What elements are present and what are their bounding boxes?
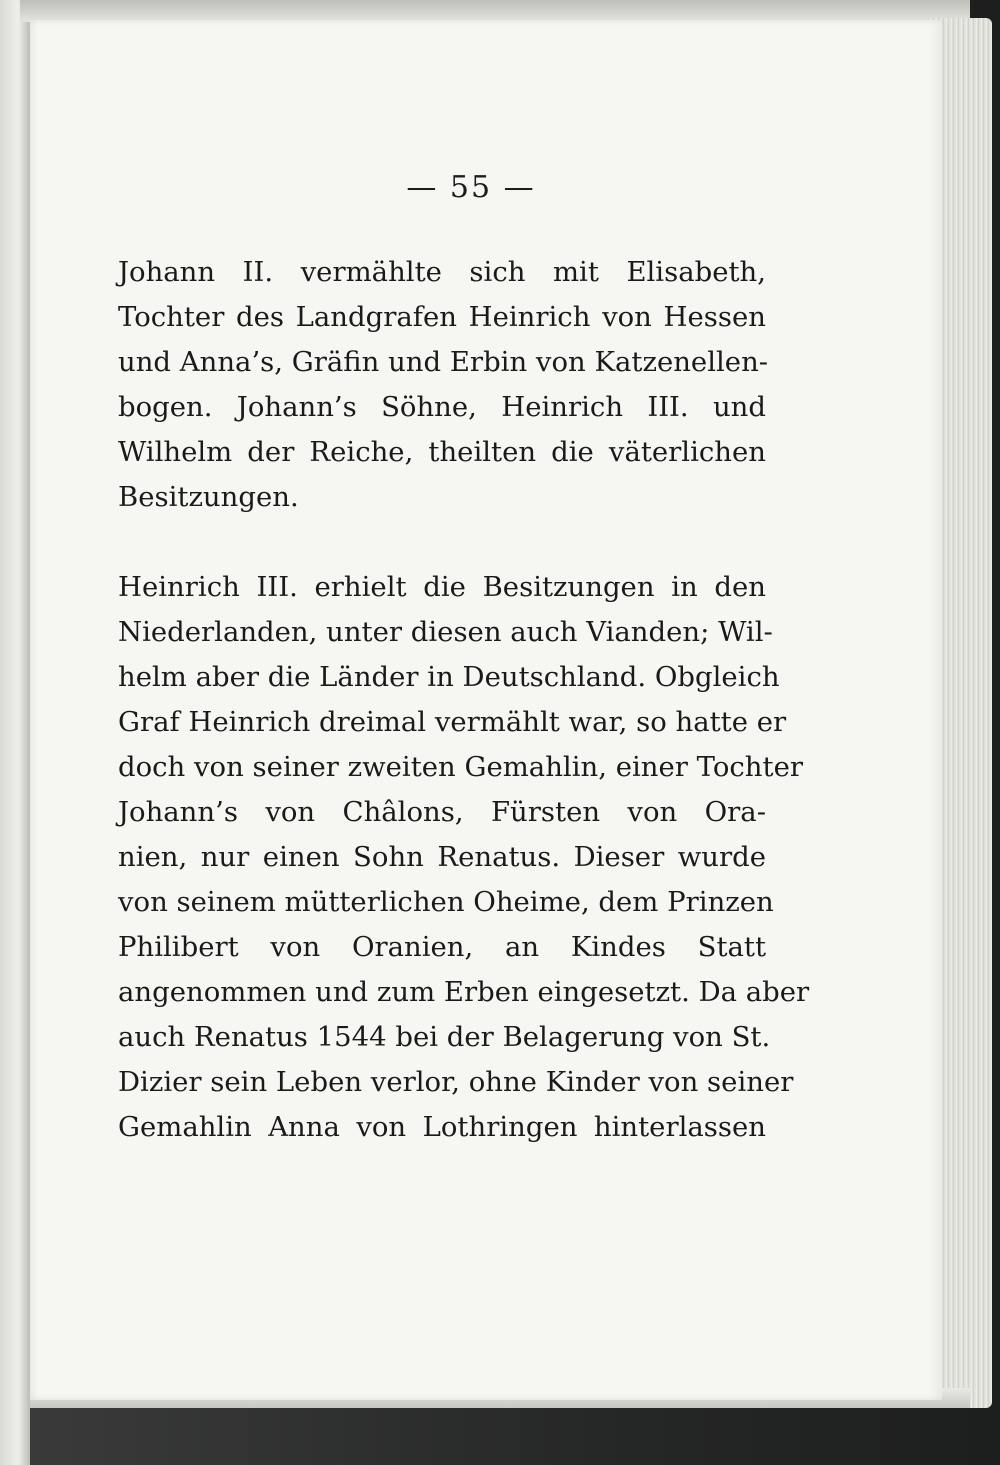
text-line: bogen. Johann’s Söhne, Heinrich III. und <box>118 391 766 423</box>
paragraph-1 <box>118 250 769 520</box>
text-line: Niederlanden, unter diesen auch Vianden; Wil- <box>118 616 773 648</box>
text-line: Heinrich III. erhielt die Besitzungen in den <box>118 571 766 603</box>
page-text <box>118 250 810 1150</box>
text-line: Tochter des Landgrafen Heinrich von Hessen <box>118 301 766 333</box>
book-page <box>30 20 942 1400</box>
text-line: Dizier sein Leben verlor, ohne Kinder von seiner <box>118 1066 794 1098</box>
text-line: Graf Heinrich dreimal vermählt war, so hatte er <box>118 706 787 738</box>
text-line: Johann II. vermählte sich mit Elisabeth, <box>118 256 766 288</box>
top-page-edge <box>20 0 970 22</box>
text-line: Johann’s von Châlons, Fürsten von Ora- <box>118 796 766 828</box>
paragraph-2 <box>118 565 810 1150</box>
text-line: auch Renatus 1544 bei der Belagerung von St. <box>118 1021 771 1053</box>
previous-page-edge <box>0 0 30 1465</box>
text-line: und Anna’s, Gräfin und Erbin von Katzenellen- <box>118 346 769 378</box>
text-line: helm aber die Länder in Deutschland. Obgleich <box>118 661 780 693</box>
text-line: Gemahlin Anna von Lothringen hinterlassen <box>118 1111 766 1143</box>
page-number: — 55 — <box>406 170 536 205</box>
paragraph-gap <box>118 520 766 565</box>
text-line: doch von seiner zweiten Gemahlin, einer Tochter <box>118 751 803 783</box>
text-line: Philibert von Oranien, an Kindes Statt <box>118 931 766 963</box>
text-line: Besitzungen. <box>118 481 299 513</box>
text-line: nien, nur einen Sohn Renatus. Dieser wurde <box>118 841 766 873</box>
text-line: Wilhelm der Reiche, theilten die väterlichen <box>118 436 766 468</box>
text-line: angenommen und zum Erben eingesetzt. Da aber <box>118 976 810 1008</box>
text-line: von seinem mütterlichen Oheime, dem Prinzen <box>118 886 774 918</box>
